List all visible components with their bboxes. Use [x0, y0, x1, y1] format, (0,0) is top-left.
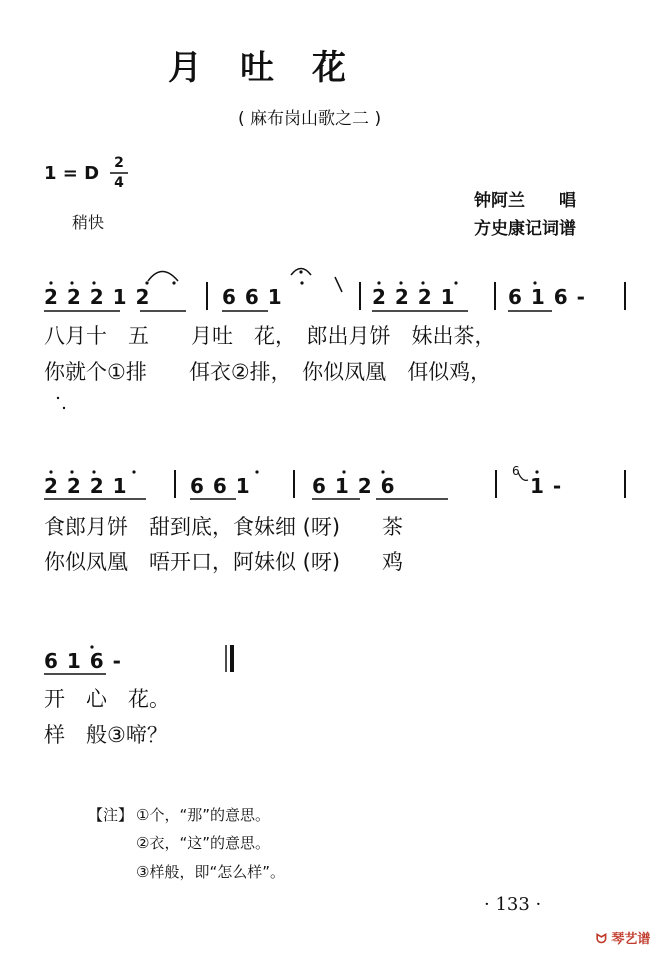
watermark-text: 琴艺谱	[611, 932, 651, 947]
breath-mark	[335, 277, 342, 292]
watermark-logo	[596, 928, 650, 947]
lyrics-line-2-verse-2: 你似凤凰 唔开口，阿妹似 (呀) 鸡	[44, 550, 404, 574]
song-title: 月 吐 花	[168, 48, 348, 88]
fermata-dot	[299, 270, 302, 273]
fermata	[291, 269, 311, 276]
annotation-2: ②衣，“这”的意思。	[136, 834, 270, 852]
grace-note: 6	[512, 464, 520, 478]
measure-3-1: 6 1 6 -	[44, 649, 122, 673]
measure-1-4: 6 1 6 -	[508, 285, 586, 309]
measure-1-1: 2 2 2 1 2	[44, 285, 151, 309]
lyrics-line-1-verse-2: 你就个①排 佴衣②排， 你似凤凰 佴似鸡，	[44, 360, 492, 384]
measure-2-4: 1 -	[530, 474, 563, 498]
measure-2-1: 2 2 2 1	[44, 474, 128, 498]
time-signature-numerator: 2	[114, 155, 124, 171]
page-number: · 133 ·	[484, 894, 542, 915]
annotation-label: 【注】	[88, 806, 134, 824]
key-signature: 1 = D	[44, 163, 100, 184]
lyrics-line-1-verse-1: 八月十 五 月吐 花， 郎出月饼 妹出茶，	[44, 324, 496, 348]
measure-2-3: 6 1 2 6	[312, 474, 396, 498]
annotation-3: ③样般，即“怎么样”。	[136, 863, 285, 881]
time-signature-denominator: 4	[114, 175, 124, 191]
logo-icon: ᗢ	[596, 932, 607, 947]
tempo-marking: 稍快	[72, 213, 105, 232]
lyrics-line-3-verse-1: 开 心 花。	[44, 687, 170, 711]
final-barline	[226, 645, 232, 672]
measure-1-3: 2 2 2 1	[372, 285, 456, 309]
annotation-1: ①个，“那”的意思。	[136, 806, 270, 824]
lyrics-line-3-verse-2: 样 般③啼？	[44, 723, 168, 747]
singer-credit: 钟阿兰 唱	[474, 191, 576, 211]
measure-2-2: 6 6 1	[190, 474, 251, 498]
transcriber-credit: 方史康记词谱	[474, 219, 576, 239]
measure-1-2: 6 6 1	[222, 285, 283, 309]
slur	[148, 272, 178, 282]
lyrics-line-2-verse-1: 食郎月饼 甜到底，食妹细 (呀) 茶	[44, 515, 404, 539]
song-subtitle: ( 麻布岗山歌之二 )	[238, 109, 382, 129]
